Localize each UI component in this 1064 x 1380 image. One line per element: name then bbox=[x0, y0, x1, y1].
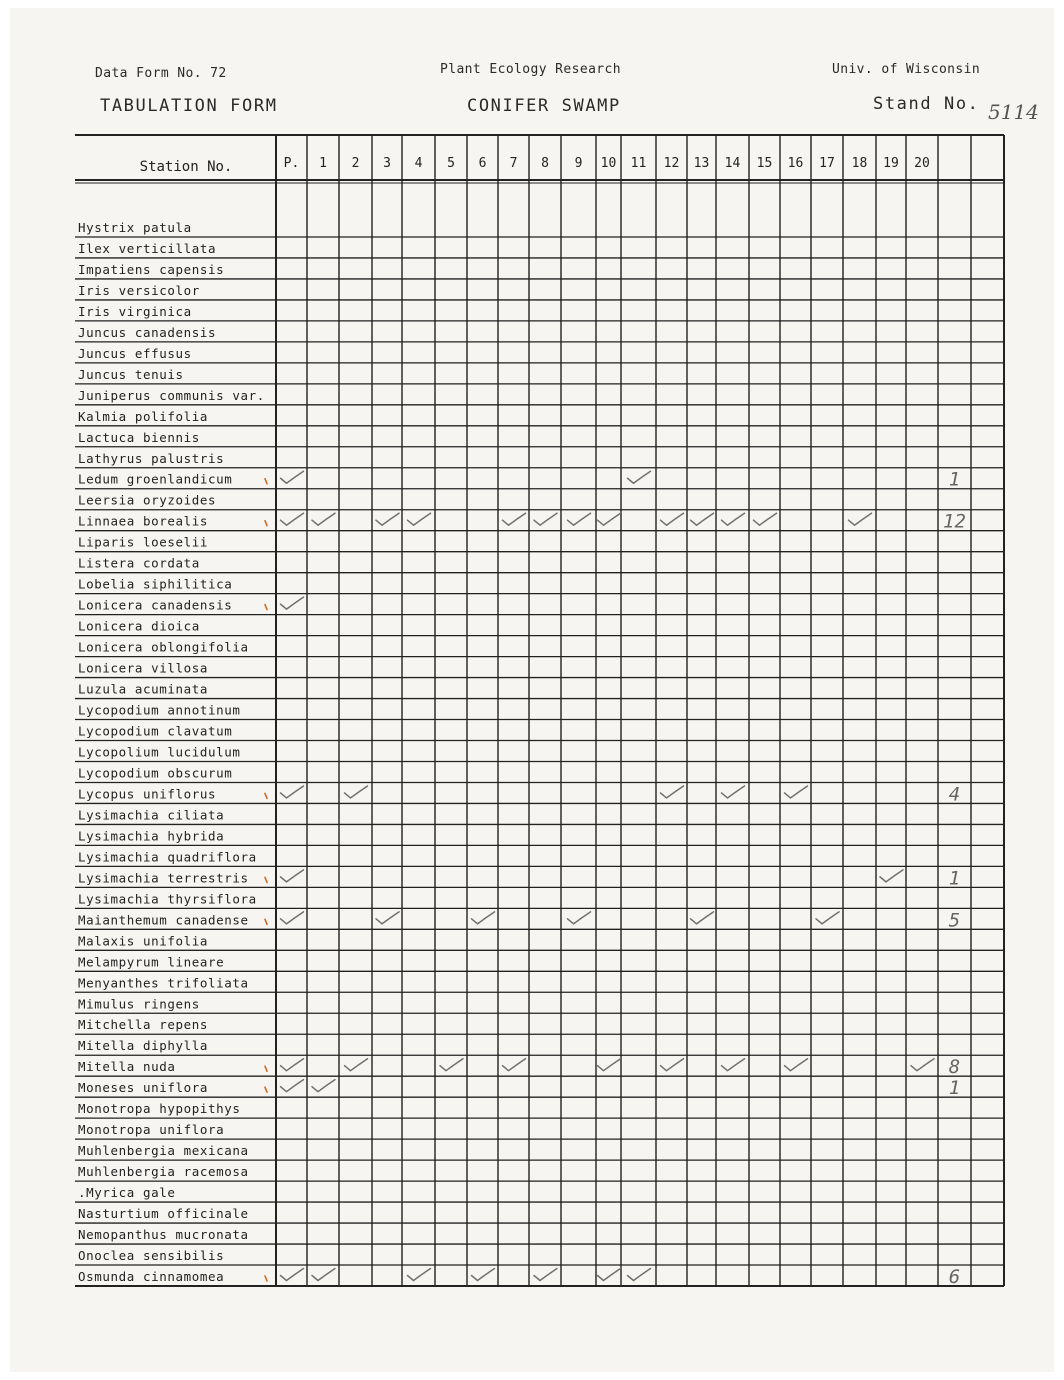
species-row bbox=[75, 283, 1004, 300]
species-row bbox=[75, 933, 1004, 950]
species-row bbox=[75, 1185, 1004, 1202]
check-mark bbox=[281, 1059, 304, 1071]
station-column-header: 17 bbox=[819, 156, 835, 171]
check-mark bbox=[722, 786, 745, 798]
station-column-header: 18 bbox=[851, 156, 868, 171]
check-mark bbox=[281, 597, 304, 609]
check-mark bbox=[661, 1059, 684, 1071]
species-name: Melampyrum lineare bbox=[78, 954, 225, 970]
red-tick-mark bbox=[265, 521, 267, 526]
species-row bbox=[75, 409, 1004, 426]
species-total: 4 bbox=[948, 783, 961, 806]
species-row bbox=[75, 1038, 1004, 1055]
check-mark bbox=[598, 513, 621, 525]
check-mark bbox=[312, 1080, 335, 1092]
stand-number-value: 5114 bbox=[988, 100, 1039, 124]
species-name: Lycopodium annotinum bbox=[78, 702, 241, 718]
species-row bbox=[75, 765, 1004, 782]
station-column-header: 20 bbox=[914, 156, 930, 171]
species-row bbox=[75, 661, 1004, 678]
check-mark bbox=[722, 513, 745, 525]
station-column-header: 12 bbox=[663, 156, 680, 171]
station-column-header: 7 bbox=[509, 156, 518, 171]
species-name: Osmunda cinnamomea bbox=[78, 1269, 225, 1284]
check-mark bbox=[849, 513, 872, 525]
red-tick-mark bbox=[265, 919, 267, 924]
species-row bbox=[75, 996, 1004, 1013]
species-row bbox=[75, 556, 1004, 573]
check-mark bbox=[911, 1059, 934, 1071]
station-column-header: 1 bbox=[319, 156, 327, 171]
check-mark bbox=[661, 513, 684, 525]
species-row bbox=[75, 1206, 1004, 1223]
institute-name: Plant Ecology Research bbox=[440, 62, 621, 77]
check-mark bbox=[472, 912, 495, 924]
species-row bbox=[75, 975, 1004, 992]
species-row bbox=[75, 619, 1004, 636]
check-mark bbox=[722, 1059, 745, 1071]
species-row bbox=[75, 828, 1004, 845]
species-name: Moneses uniflora bbox=[78, 1080, 209, 1096]
check-mark bbox=[281, 786, 304, 798]
species-name: Lathyrus palustris bbox=[78, 450, 225, 466]
check-mark bbox=[754, 513, 777, 525]
station-column-header: 16 bbox=[787, 156, 804, 171]
species-name: Lysimachia hybrida bbox=[78, 828, 225, 844]
species-name: Leersia oryzoides bbox=[78, 492, 217, 508]
species-total: 1 bbox=[948, 867, 961, 890]
species-row bbox=[75, 469, 1004, 491]
red-tick-mark bbox=[265, 793, 267, 798]
species-name: Juncus effusus bbox=[78, 345, 192, 361]
species-row bbox=[75, 703, 1004, 720]
species-name: Iris versicolor bbox=[78, 282, 200, 298]
species-row bbox=[75, 1056, 1004, 1078]
check-mark bbox=[472, 1269, 495, 1281]
species-row bbox=[75, 367, 1004, 384]
species-row bbox=[75, 682, 1004, 699]
species-name: Juncus canadensis bbox=[78, 324, 217, 340]
species-row bbox=[75, 325, 1004, 342]
species-row bbox=[75, 1122, 1004, 1139]
species-row bbox=[75, 262, 1004, 279]
species-row bbox=[75, 430, 1004, 447]
species-name: Muhlenbergia racemosa bbox=[78, 1164, 249, 1180]
form-number: Data Form No. 72 bbox=[95, 66, 227, 81]
species-row bbox=[75, 597, 1004, 614]
species-name: Lobelia siphilitica bbox=[78, 576, 233, 592]
species-name: Malaxis unifolia bbox=[78, 933, 209, 949]
station-column-header: 4 bbox=[414, 156, 423, 171]
check-mark bbox=[408, 1269, 431, 1281]
species-row bbox=[75, 640, 1004, 657]
check-mark bbox=[568, 513, 591, 525]
species-name: Nemopanthus mucronata bbox=[78, 1227, 249, 1243]
species-name: Lysimachia terrestris bbox=[78, 870, 249, 886]
check-mark bbox=[281, 1080, 304, 1092]
species-row bbox=[75, 1266, 1004, 1288]
check-mark bbox=[503, 513, 526, 525]
red-tick-mark bbox=[265, 1276, 267, 1281]
station-column-header: 6 bbox=[478, 156, 487, 171]
species-name: Lonicera canadensis bbox=[78, 597, 233, 613]
check-mark bbox=[376, 513, 399, 525]
species-row bbox=[75, 807, 1004, 824]
red-tick-mark bbox=[265, 1087, 267, 1092]
species-name: Lycopodium clavatum bbox=[78, 723, 233, 739]
species-row bbox=[75, 451, 1004, 468]
check-mark bbox=[785, 786, 808, 798]
species-total: 12 bbox=[943, 510, 966, 533]
species-row bbox=[75, 891, 1004, 908]
check-mark bbox=[691, 912, 714, 924]
check-mark bbox=[598, 1269, 621, 1281]
check-mark bbox=[503, 1059, 526, 1071]
species-total: 6 bbox=[948, 1266, 961, 1288]
species-name: Lysimachia quadriflora bbox=[78, 849, 257, 865]
species-name: Lycopus uniflorus bbox=[78, 786, 217, 802]
species-row bbox=[75, 909, 1004, 931]
check-mark bbox=[281, 471, 304, 483]
species-row bbox=[75, 241, 1004, 258]
species-name: Maianthemum canadense bbox=[78, 912, 249, 928]
check-mark bbox=[816, 912, 839, 924]
check-mark bbox=[691, 513, 714, 525]
species-row bbox=[75, 511, 1004, 533]
check-mark bbox=[568, 912, 591, 924]
species-row bbox=[75, 1227, 1004, 1244]
check-mark bbox=[628, 471, 651, 483]
species-row bbox=[75, 388, 1004, 405]
species-name: Onoclea sensibilis bbox=[78, 1248, 225, 1264]
check-mark bbox=[408, 513, 431, 525]
species-name: Listera cordata bbox=[78, 555, 200, 571]
species-name: Muhlenbergia mexicana bbox=[78, 1143, 249, 1159]
species-name: Monotropa hypopithys bbox=[78, 1101, 241, 1117]
station-column-header: 8 bbox=[541, 156, 549, 171]
species-row bbox=[75, 724, 1004, 741]
species-total: 5 bbox=[948, 909, 961, 932]
species-name: Lycopolium lucidulum bbox=[78, 744, 241, 760]
red-tick-mark bbox=[265, 479, 267, 484]
station-column-header: 2 bbox=[351, 156, 360, 171]
species-row bbox=[75, 783, 1004, 805]
species-name: Mimulus ringens bbox=[78, 996, 200, 1012]
check-mark bbox=[628, 1269, 651, 1281]
check-mark bbox=[785, 1059, 808, 1071]
species-name: Juncus tenuis bbox=[78, 366, 184, 382]
check-mark bbox=[281, 870, 304, 882]
species-row bbox=[75, 535, 1004, 552]
community-title: CONIFER SWAMP bbox=[467, 96, 621, 116]
station-column-header: 15 bbox=[756, 156, 773, 171]
species-name: Iris virginica bbox=[78, 303, 192, 319]
species-row bbox=[75, 220, 1004, 237]
species-name: Lactuca biennis bbox=[78, 429, 200, 445]
species-row bbox=[75, 1164, 1004, 1181]
species-name: Kalmia polifolia bbox=[78, 408, 209, 424]
species-row bbox=[75, 1143, 1004, 1160]
check-mark bbox=[534, 1269, 557, 1281]
check-mark bbox=[312, 513, 335, 525]
species-name: Lysimachia ciliata bbox=[78, 807, 225, 823]
species-total: 1 bbox=[948, 1077, 961, 1100]
species-name: Lonicera villosa bbox=[78, 660, 209, 676]
species-row bbox=[75, 493, 1004, 510]
species-name: Ledum groenlandicum bbox=[78, 471, 233, 487]
species-name: Juniperus communis var. bbox=[78, 387, 265, 403]
species-name: Mitella nuda bbox=[78, 1059, 176, 1075]
species-name: Impatiens capensis bbox=[78, 261, 225, 277]
check-mark bbox=[345, 1059, 368, 1071]
species-name: Hystrix patula bbox=[78, 219, 192, 235]
check-mark bbox=[345, 786, 368, 798]
species-row bbox=[75, 1101, 1004, 1118]
check-mark bbox=[312, 1269, 335, 1281]
red-tick-mark bbox=[265, 1066, 267, 1071]
species-total: 1 bbox=[948, 468, 961, 491]
stand-number-label: Stand No. bbox=[873, 94, 980, 114]
red-tick-mark bbox=[265, 605, 267, 610]
species-name: Mitchella repens bbox=[78, 1017, 209, 1033]
check-mark bbox=[281, 513, 304, 525]
species-name: Mitella diphylla bbox=[78, 1038, 209, 1054]
station-number-label: Station No. bbox=[139, 159, 233, 175]
species-name: Luzula acuminata bbox=[78, 681, 209, 697]
species-row bbox=[75, 1248, 1004, 1265]
station-column-header: 14 bbox=[724, 156, 741, 171]
species-row bbox=[75, 849, 1004, 866]
species-row bbox=[75, 1017, 1004, 1034]
species-row bbox=[75, 304, 1004, 321]
species-name: Monotropa uniflora bbox=[78, 1122, 225, 1138]
check-mark bbox=[281, 1269, 304, 1281]
check-mark bbox=[661, 786, 684, 798]
check-mark bbox=[534, 513, 557, 525]
check-mark bbox=[598, 1059, 621, 1071]
species-name: Menyanthes trifoliata bbox=[78, 975, 249, 991]
species-name: .Myrica gale bbox=[78, 1185, 176, 1201]
station-column-header: 13 bbox=[693, 156, 710, 171]
station-column-header: 19 bbox=[883, 156, 899, 171]
university-name: Univ. of Wisconsin bbox=[832, 62, 981, 77]
check-mark bbox=[440, 1059, 463, 1071]
species-row bbox=[75, 867, 1004, 889]
species-name: Lysimachia thyrsiflora bbox=[78, 891, 257, 907]
species-name: Lycopodium obscurum bbox=[78, 765, 233, 781]
station-column-header: 3 bbox=[383, 156, 391, 171]
station-column-header: 10 bbox=[600, 156, 617, 171]
species-row bbox=[75, 346, 1004, 363]
species-name: Liparis loeselii bbox=[78, 534, 209, 550]
form-title: TABULATION FORM bbox=[100, 96, 278, 116]
species-row bbox=[75, 954, 1004, 971]
species-name: Ilex verticillata bbox=[78, 240, 217, 256]
species-row bbox=[75, 1077, 1004, 1099]
species-name: Nasturtium officinale bbox=[78, 1206, 249, 1222]
station-column-header: P. bbox=[283, 156, 300, 171]
station-column-header: 5 bbox=[447, 156, 455, 171]
check-mark bbox=[281, 912, 304, 924]
species-row bbox=[75, 577, 1004, 594]
species-name: Linnaea borealis bbox=[78, 513, 209, 529]
species-name: Lonicera dioica bbox=[78, 618, 200, 634]
species-name: Lonicera oblongifolia bbox=[78, 639, 249, 655]
station-column-header: 11 bbox=[630, 156, 647, 171]
station-column-header: 9 bbox=[574, 156, 583, 171]
red-tick-mark bbox=[265, 877, 267, 882]
species-total: 8 bbox=[948, 1056, 961, 1079]
check-mark bbox=[376, 912, 399, 924]
check-mark bbox=[880, 870, 903, 882]
species-row bbox=[75, 744, 1004, 761]
